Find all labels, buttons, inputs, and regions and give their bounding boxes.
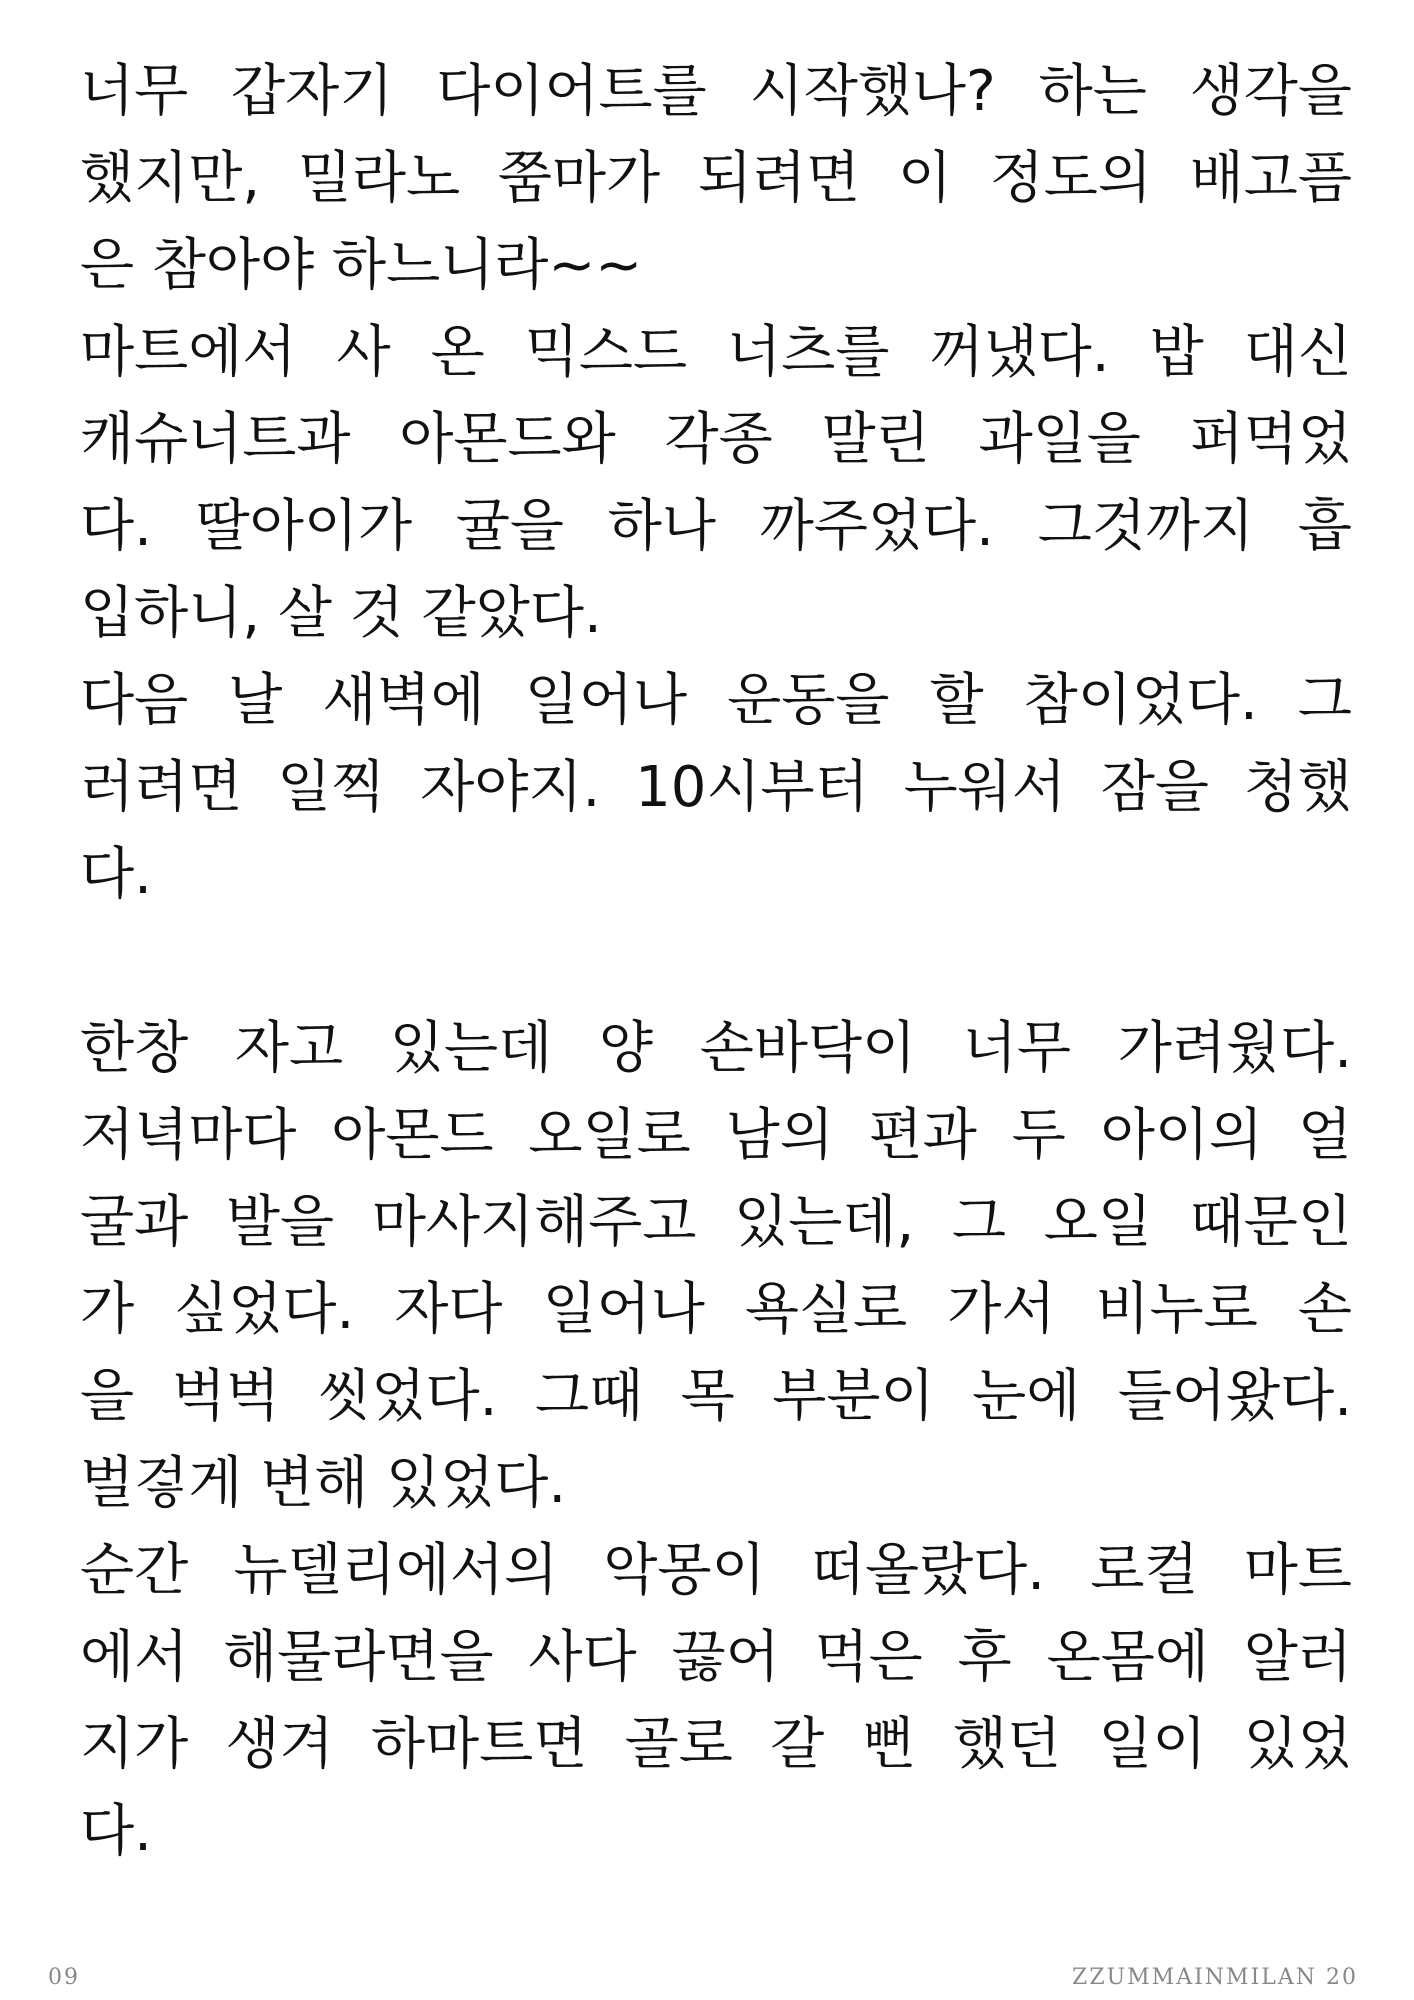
text-line: 순간 뉴델리에서의 악몽이 떠올랐다. 로컬 마트 — [80, 1538, 1352, 1603]
text-line: 너무 갑자기 다이어트를 시작했나? 하는 생각을 — [80, 59, 1352, 124]
magazine-footer: ZZUMMAINMILAN 20 — [1072, 1965, 1358, 1990]
text-line: 가 싶었다. 자다 일어나 욕실로 가서 비누로 손 — [80, 1277, 1352, 1342]
text-line: 굴과 발을 마사지해주고 있는데, 그 오일 때문인 — [80, 1190, 1352, 1255]
text-line: 에서 해물라면을 사다 끓어 먹은 후 온몸에 알러 — [80, 1625, 1352, 1690]
text-line: 했지만, 밀라노 쭘마가 되려면 이 정도의 배고픔 — [80, 146, 1352, 211]
text-line: 저녁마다 아몬드 오일로 남의 편과 두 아이의 얼 — [80, 1103, 1352, 1168]
text-line: 은 참아야 하느니라~~ — [80, 233, 643, 298]
paragraph-gap — [80, 918, 1352, 1005]
text-line: 한창 자고 있는데 양 손바닥이 너무 가려웠다. — [80, 1016, 1352, 1081]
text-line: 을 벅벅 씻었다. 그때 목 부분이 눈에 들어왔다. — [80, 1364, 1352, 1429]
text-line: 벌겋게 변해 있었다. — [80, 1451, 567, 1516]
text-line: 캐슈너트과 아몬드와 각종 말린 과일을 퍼먹었 — [80, 407, 1352, 472]
text-line: 다. 딸아이가 귤을 하나 까주었다. 그것까지 흡 — [80, 494, 1352, 559]
text-line: 다. — [80, 1799, 152, 1864]
page-number: 09 — [48, 1965, 80, 1990]
text-line: 러려면 일찍 자야지. 10시부터 누워서 잠을 청했 — [80, 755, 1352, 820]
text-line: 입하니, 살 것 같았다. — [80, 581, 602, 646]
text-line: 다음 날 새벽에 일어나 운동을 할 참이었다. 그 — [80, 668, 1352, 733]
article-body — [80, 48, 1352, 1875]
text-line: 지가 생겨 하마트면 골로 갈 뻔 했던 일이 있었 — [80, 1712, 1352, 1777]
text-line: 다. — [80, 842, 152, 907]
text-line: 마트에서 사 온 믹스드 너츠를 꺼냈다. 밥 대신 — [80, 320, 1352, 385]
